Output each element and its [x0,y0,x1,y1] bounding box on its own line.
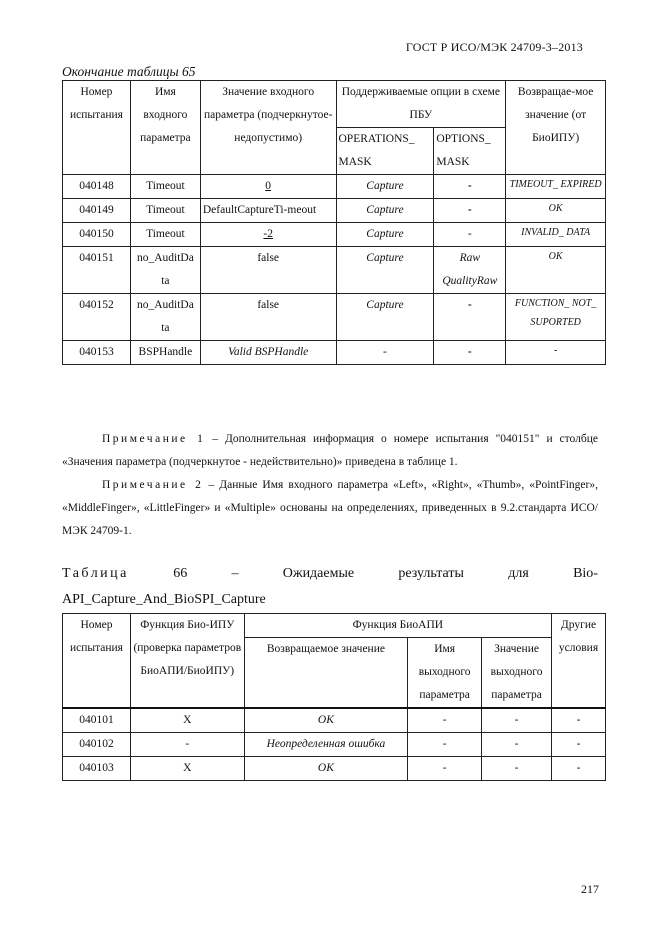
title-word: 66 [173,566,188,581]
document-header: ГОСТ Р ИСО/МЭК 24709-3–2013 [405,40,583,54]
note-1 [62,428,598,474]
table-65 [62,80,606,365]
cell-opt: - [434,341,506,365]
note-2-label: Примечание 2 [102,479,204,491]
title-word: Ожидаемые [282,566,355,581]
table-row [63,341,606,365]
header-options-mask: OPTIONS_ MASK [434,128,506,175]
table-66 [62,613,606,781]
cell-ret: OK [244,757,408,781]
cell-other: - [552,733,606,757]
cell-ret: INVALID_ DATA [506,223,606,247]
cell-op: Capture [336,247,434,294]
header-test-number: Номер испытания [63,614,131,709]
title-line-2: API_Capture_And_BioSPI_Capture [62,592,266,607]
header-output-value: Значение выходного параметра [482,638,552,709]
cell-name: BSPHandle [130,341,200,365]
cell-opt: - [434,223,506,247]
cell-value: false [200,294,336,341]
header-input-value: Значение входного параметра (подчеркнутое-недопустимо) [200,81,336,175]
cell-name: Timeout [130,175,200,199]
cell-ret: TIMEOUT_ EXPIRED [506,175,606,199]
cell-value: false [200,247,336,294]
cell-outval: - [482,733,552,757]
header-bioapi-function: Функция БиоАПИ [244,614,551,638]
cell-func: X [130,757,244,781]
cell-outval: - [482,708,552,733]
title-word: – [231,566,239,581]
cell-op: Capture [336,294,434,341]
table-row [63,294,606,341]
header-input-name: Имя входного параметра [130,81,200,175]
table-row [63,175,606,199]
table-row [63,223,606,247]
header-bioipu-function: Функция Био-ИПУ (проверка параметров БиоАПИ/БиоИПУ) [130,614,244,709]
cell-op: - [336,341,434,365]
header-operations-mask: OPERATIONS_ MASK [336,128,434,175]
cell-ret: Неопределенная ошибка [244,733,408,757]
cell-num: 040151 [63,247,131,294]
table-row [63,733,606,757]
cell-ret: - [506,341,606,365]
table-66-title [62,561,598,613]
header-supported-options: Поддерживаемые опции в схеме ПБУ [336,81,506,128]
cell-ret: FUNCTION_ NOT_ SUPORTED [506,294,606,341]
title-word: Таблица [62,566,129,581]
header-return-value: Возвращае-мое значение (от БиоИПУ) [506,81,606,175]
cell-num: 040103 [63,757,131,781]
cell-op: Capture [336,175,434,199]
title-word: результаты [398,566,464,581]
cell-num: 040152 [63,294,131,341]
title-word: Bio- [573,566,598,581]
cell-opt: - [434,294,506,341]
cell-outval: - [482,757,552,781]
table-row [63,757,606,781]
header-return-value: Возвращаемое значение [244,638,408,709]
page-number: 217 [581,882,599,896]
cell-value: DefaultCaptureTi-meout [200,199,336,223]
cell-value: Valid BSPHandle [200,341,336,365]
cell-op: Capture [336,199,434,223]
cell-name: Timeout [130,223,200,247]
cell-num: 040149 [63,199,131,223]
cell-opt: Raw QualityRaw [434,247,506,294]
cell-num: 040150 [63,223,131,247]
cell-num: 040148 [63,175,131,199]
cell-value: -2 [200,223,336,247]
cell-outname: - [408,708,482,733]
cell-ret: OK [506,199,606,223]
title-word: для [508,566,529,581]
cell-name: no_AuditDa ta [130,247,200,294]
cell-num: 040102 [63,733,131,757]
cell-value: 0 [200,175,336,199]
table-65-caption: Окончание таблицы 65 [62,64,196,79]
cell-opt: - [434,199,506,223]
cell-num: 040153 [63,341,131,365]
note-2 [62,474,598,543]
cell-func: - [130,733,244,757]
cell-name: no_AuditDa ta [130,294,200,341]
cell-name: Timeout [130,199,200,223]
cell-outname: - [408,733,482,757]
header-test-number: Номер испытания [63,81,131,175]
note-1-label: Примечание 1 [102,433,206,445]
table-row [63,247,606,294]
cell-op: Capture [336,223,434,247]
cell-ret: OK [244,708,408,733]
header-output-name: Имя выходного параметра [408,638,482,709]
note-1-text: – Дополнительная информация о номере испытания "040151" и столбце «Значения параметра (подчеркнутое - недействительно)» приведена в таблице 1. [62,433,598,468]
cell-opt: - [434,175,506,199]
header-other-conditions: Другие условия [552,614,606,709]
cell-outname: - [408,757,482,781]
table-row [63,199,606,223]
cell-num: 040101 [63,708,131,733]
cell-other: - [552,757,606,781]
cell-func: X [130,708,244,733]
table-row [63,708,606,733]
cell-ret: OK [506,247,606,294]
note-2-text: – Данные Имя входного параметра «Left», «Right», «Thumb», «PointFinger», «MiddleFinger», «LittleFinger» и «Multiple» основаны на определениях, приведенных в 9.2.стандарта ИСО/МЭК 24709-1. [62,479,598,537]
cell-other: - [552,708,606,733]
